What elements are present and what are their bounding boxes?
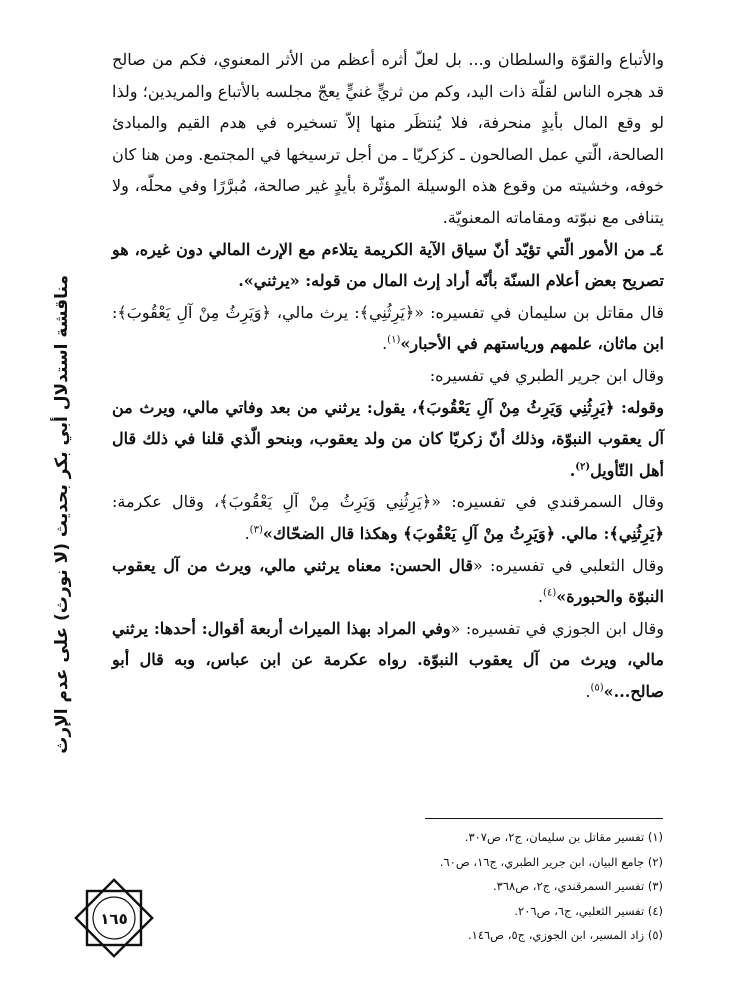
paragraph-4: وقال ابن جرير الطبري في تفسيره: [429,365,664,385]
footnote-ref-5: (٥) [590,682,604,694]
footnote-ref-2: (٢) [575,461,591,473]
footnote-5: (٥) زاد المسير، ابن الجوزي، ج٥، ص١٤٦. [467,928,663,942]
footnote-2: (٢) جامع البيان، ابن جرير الطبري، ج١٦، ص٦٠. [439,854,663,869]
muqatil-intro: قال مقاتل بن سليمان في تفسيره: «﴿يَرِثُنِي﴾: يرث مالي، ﴿وَيَرِثُ مِنْ آلِ يَعْقُوبَ﴾: [112,302,664,322]
thalabi-quote: قال الحسن: معناه يرثني مالي، ويرث من آل يعقوب النبوّة والحبورة» [112,555,664,607]
footnote-ref-1: (١) [387,335,401,347]
samarqandi-intro: وقال السمرقندي في تفسيره: «﴿يَرِثُنِي وَيَرِثُ مِنْ آلِ يَعْقُوبَ﴾، وقال عكرمة: [112,492,664,512]
footnote-3: (٣) تفسير السمرقندي، ج٢، ص٣٦٨. [493,879,663,893]
paragraph-8: وقال ابن الجوزي في تفسيره: «وفي المراد بهذا الميراث أربعة أقوال: أحدها: يرثني مالي، ويرث من آل يعقوب النبوّة. رواه عكرمة عن ابن عباس، وبه قال أبو صالح...»$^{(٥)}$. [112,618,665,701]
main-text [112,44,664,707]
paragraph-3: قال مقاتل بن سليمان في تفسيره: «﴿يَرِثُنِي﴾: يرث مالي، ﴿وَيَرِثُ مِنْ آلِ يَعْقُوبَ﴾: ابن ماثان، علمهم ورياستهم في الأحبار»$^{(١)}$. [112,302,664,354]
page-number: ١٦٥ [100,910,128,928]
footnote-4: (٤) تفسير الثعلبي، ج٦، ص٢٠٦. [514,903,663,918]
paragraph-1: والأتباع والقوّة والسلطان و... بل لعلّ أثره أعظم من الأثر المعنوي، فكم من صالح قد هجره الناس لقلّة ذات اليد، وكم من ثريٍّ غنيٍّ يعجّ مجلسه بالأتباع والمريدين؛ ولذا لو وقع المال بأيدٍ منحرفة، فلا يُنتظَر منها إلاّ تسخيره في هدم القيم والمبادئ الصالحة، الّتي عمل الصالحون ـ كزكريّا ـ من أجل ترسيخها في المجتمع. ومن هنا كان خوفه، وخشيته من وقوع هذه الوسيلة المؤثّرة بأيدٍ غير صالحة، مُبرَّرًا وفي محلّه، ولا يتنافى مع نبوّته ومقاماته المعنويّة. [112,50,665,227]
footnote-ref-4: (٤) [543,587,557,599]
jawzi-intro: وقال ابن الجوزي في تفسيره: « [450,618,665,638]
footnotes [300,825,663,948]
paragraph-2: ٤ـ من الأمور الّتي تؤيّد أنّ سياق الآية الكريمة يتلاءم مع الإرث المالي دون غيره، هو تصريح بعض أعلام السنّة بأنّه أراد إرث المال من قوله: «يرثني». [112,239,664,291]
footnote-ref-3: (٣) [249,524,263,536]
jawzi-quote: وفي المراد بهذا الميراث أربعة أقوال: أحدها: يرثني مالي، ويرث من آل يعقوب النبوّة. رواه عكرمة عن ابن عباس، وبه قال أبو صالح...» [112,618,664,701]
running-head-vertical: مناقشة استدلال أبي بكر بحديث (لا نورث) على عدم الإرث [52,275,72,754]
muqatil-quote: ابن ماثان، علمهم ورياستهم في الأحبار» [400,334,664,354]
footnote-divider [425,818,663,819]
page-number-badge [72,876,156,960]
samarqandi-quote: ﴿يَرِثُنِي﴾: مالي. ﴿وَيَرِثُ مِنْ آلِ يَعْقُوبَ﴾ وهكذا قال الضحّاك» [262,523,664,543]
footnote-1: (١) تفسير مقاتل بن سليمان، ج٢، ص٣٠٧. [464,830,663,844]
thalabi-intro: وقال الثعلبي في تفسيره: « [473,555,664,575]
tabari-quote: وقوله: ﴿يَرِثُنِي وَيَرِثُ مِنْ آلِ يَعْقُوبَ﴾، يقول: يرثني من بعد وفاتي مالي، ويرث من آل يعقوب النبوّة، وذلك أنّ زكريّا كان من ولد يعقوب، وبنحو الّذي قلنا في ذلك قال أهل التّأويل [112,397,664,480]
paragraph-6: وقال السمرقندي في تفسيره: «﴿يَرِثُنِي وَيَرِثُ مِنْ آلِ يَعْقُوبَ﴾، وقال عكرمة: ﴿يَرِثُنِي﴾: مالي. ﴿وَيَرِثُ مِنْ آلِ يَعْقُوبَ﴾ وهكذا قال الضحّاك»$^{(٣)}$. [112,492,664,543]
paragraph-7: وقال الثعلبي في تفسيره: «قال الحسن: معناه يرثني مالي، ويرث من آل يعقوب النبوّة والحبورة»$^{(٤)}$. [112,555,664,607]
paragraph-5: وقوله: ﴿يَرِثُنِي وَيَرِثُ مِنْ آلِ يَعْقُوبَ﴾، يقول: يرثني من بعد وفاتي مالي، ويرث من آل يعقوب النبوّة، وذلك أنّ زكريّا كان من ولد يعقوب، وبنحو الّذي قلنا في ذلك قال أهل التّأويل$^{(٢)}$. [112,397,664,480]
